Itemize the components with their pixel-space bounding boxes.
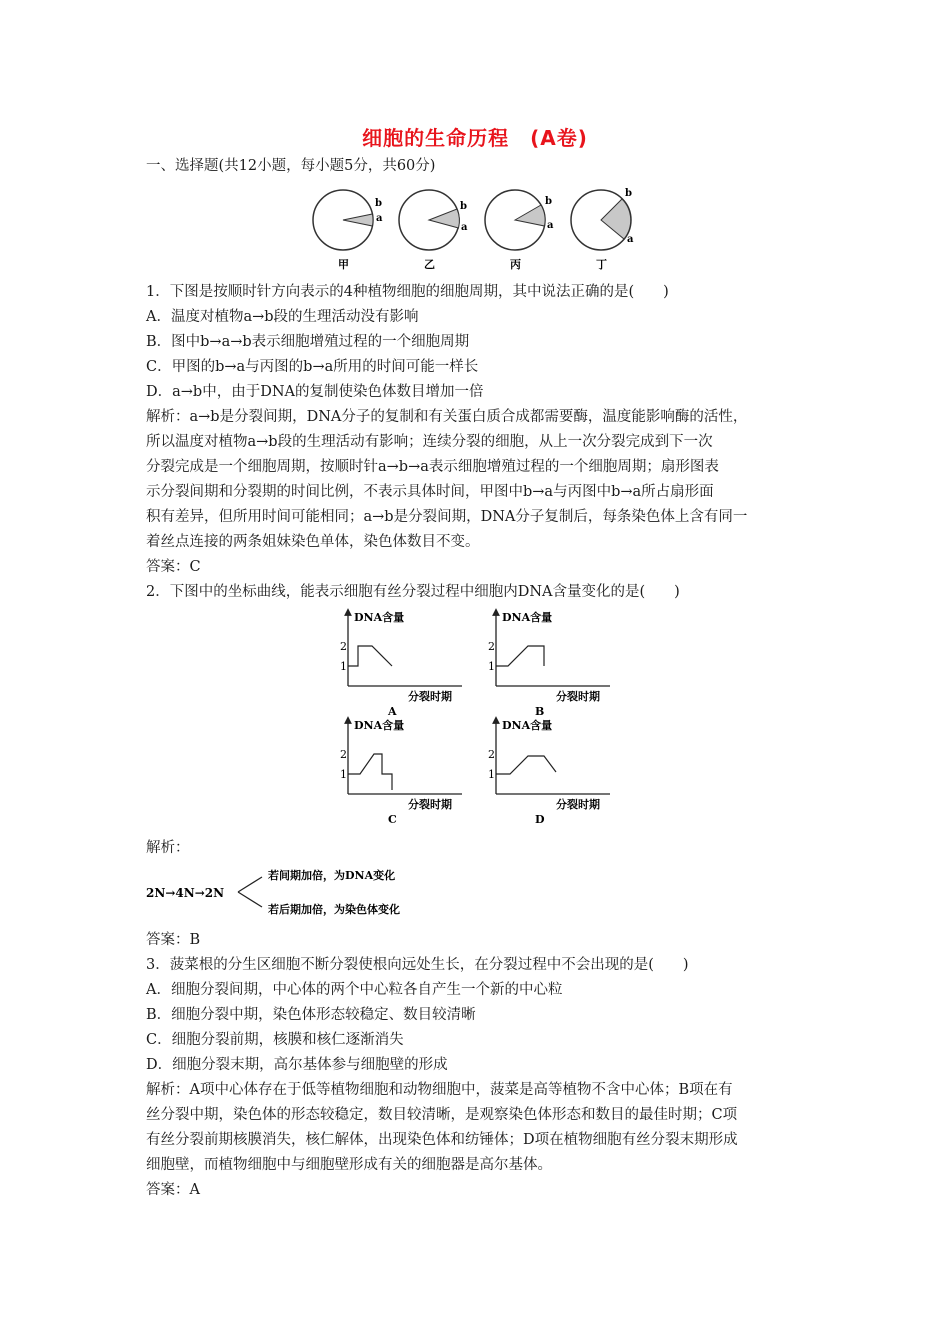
- q2-answer: 答案：B: [146, 932, 201, 948]
- q1-analysis-line: 着丝点连接的两条姐妹染色单体，染色体数目不变。: [146, 534, 480, 550]
- q1-analysis-line: 示分裂间期和分裂期的时间比例，不表示具体时间，甲图中b→a与丙图中b→a所占扇形面: [146, 484, 714, 500]
- tick-1: 1: [488, 660, 495, 673]
- dna-content-graphs: [330, 608, 630, 830]
- graph-a: [340, 610, 462, 718]
- q1-analysis-line: 分裂完成是一个细胞周期，按顺时针a→b→a表示细胞增殖过程的一个细胞周期；扇形图表: [146, 459, 719, 475]
- pie-label-a: a: [376, 213, 383, 224]
- q1-option-c: C．甲图的b→a与丙图的b→a所用的时间可能一样长: [146, 359, 479, 375]
- q2-analysis-label: 解析：: [146, 840, 190, 856]
- graph-letter: B: [535, 705, 545, 718]
- pie-label-b: b: [460, 201, 467, 212]
- pie-label-a: a: [627, 234, 634, 245]
- pie-label-a: a: [547, 220, 554, 231]
- pie-yi: [399, 190, 468, 271]
- pie-jia: [313, 190, 383, 271]
- q3-option-a: A．细胞分裂间期，中心体的两个中心粒各自产生一个新的中心粒: [146, 982, 563, 998]
- q1-analysis-line: 积有差异，但所用时间可能相同；a→b是分裂间期，DNA分子复制后，每条染色体上含有同一: [146, 509, 748, 525]
- q1-analysis-line: 解析：a→b是分裂间期，DNA分子的复制和有关蛋白质合成都需要酶，温度能影响酶的活性，: [146, 409, 748, 425]
- x-axis-label: 分裂时期: [556, 798, 600, 811]
- q1-option-b: B．图中b→a→b表示细胞增殖过程的一个细胞周期: [146, 334, 470, 350]
- q3-analysis-line: 细胞壁，而植物细胞中与细胞壁形成有关的细胞器是高尔基体。: [146, 1157, 552, 1173]
- tick-2: 2: [488, 640, 495, 653]
- graph-letter: A: [388, 705, 397, 718]
- flow-text: 2N→4N→2N: [146, 886, 225, 900]
- graph-d: [488, 718, 610, 826]
- y-axis-label: DNA含量: [354, 719, 405, 732]
- q3-option-b: B．细胞分裂中期，染色体形态较稳定、数目较清晰: [146, 1007, 476, 1023]
- section-heading: 一、选择题(共12小题，每小题5分，共60分): [146, 158, 436, 174]
- tick-1: 1: [340, 768, 347, 781]
- q3-analysis-line: 丝分裂中期，染色体的形态较稳定，数目较清晰，是观察染色体形态和数目的最佳时期；C项: [146, 1107, 738, 1123]
- tick-2: 2: [488, 748, 495, 761]
- y-axis-label: DNA含量: [502, 611, 553, 624]
- q1-stem: 1．下图是按顺时针方向表示的4种植物细胞的细胞周期，其中说法正确的是( ): [146, 284, 669, 300]
- graph-b: [488, 610, 610, 718]
- q3-option-c: C．细胞分裂前期，核膜和核仁逐渐消失: [146, 1032, 404, 1048]
- page-title: 细胞的生命历程 (A卷): [362, 126, 588, 150]
- pie-ding: [571, 188, 634, 271]
- branch-top-label: 若间期加倍，为DNA变化: [268, 869, 396, 882]
- graph-c: [340, 718, 462, 826]
- graph-letter: D: [535, 813, 545, 826]
- q3-analysis-line: 有丝分裂前期核膜消失，核仁解体，出现染色体和纺锤体；D项在植物细胞有丝分裂末期形成: [146, 1132, 738, 1148]
- q1-option-a: A．温度对植物a→b段的生理活动没有影响: [146, 309, 419, 325]
- tick-2: 2: [340, 748, 347, 761]
- pie-label-b: b: [625, 188, 632, 199]
- q1-analysis-line: 所以温度对植物a→b段的生理活动有影响；连续分裂的细胞，从上一次分裂完成到下一次: [146, 434, 713, 450]
- tick-2: 2: [340, 640, 347, 653]
- q3-analysis-line: 解析：A项中心体存在于低等植物细胞和动物细胞中，菠菜是高等植物不含中心体；B项在有: [146, 1082, 733, 1098]
- pie-bing: [485, 190, 554, 271]
- tick-1: 1: [488, 768, 495, 781]
- q2-stem: 2．下图中的坐标曲线，能表示细胞有丝分裂过程中细胞内DNA含量变化的是( ): [146, 584, 680, 600]
- branch-bottom-label: 若后期加倍，为染色体变化: [268, 903, 400, 916]
- pie-caption: 甲: [338, 258, 349, 271]
- pie-caption: 丙: [510, 258, 521, 271]
- q1-answer: 答案：C: [146, 559, 201, 575]
- q3-option-d: D．细胞分裂末期，高尔基体参与细胞壁的形成: [146, 1057, 448, 1073]
- pie-caption: 乙: [424, 258, 435, 271]
- y-axis-label: DNA含量: [354, 611, 405, 624]
- x-axis-label: 分裂时期: [408, 690, 452, 703]
- pie-label-b: b: [375, 198, 382, 209]
- graph-letter: C: [388, 813, 397, 826]
- pie-caption: 丁: [596, 258, 607, 271]
- dna-flow-diagram: [146, 862, 446, 922]
- q3-answer: 答案：A: [146, 1182, 200, 1198]
- q1-option-d: D．a→b中，由于DNA的复制使染色体数目增加一倍: [146, 384, 484, 400]
- pie-label-b: b: [545, 196, 552, 207]
- q3-stem: 3．菠菜根的分生区细胞不断分裂使根向远处生长，在分裂过程中不会出现的是( ): [146, 957, 689, 973]
- x-axis-label: 分裂时期: [408, 798, 452, 811]
- x-axis-label: 分裂时期: [556, 690, 600, 703]
- tick-1: 1: [340, 660, 347, 673]
- y-axis-label: DNA含量: [502, 719, 553, 732]
- cell-cycle-pie-figure: [305, 184, 645, 274]
- pie-label-a: a: [461, 222, 468, 233]
